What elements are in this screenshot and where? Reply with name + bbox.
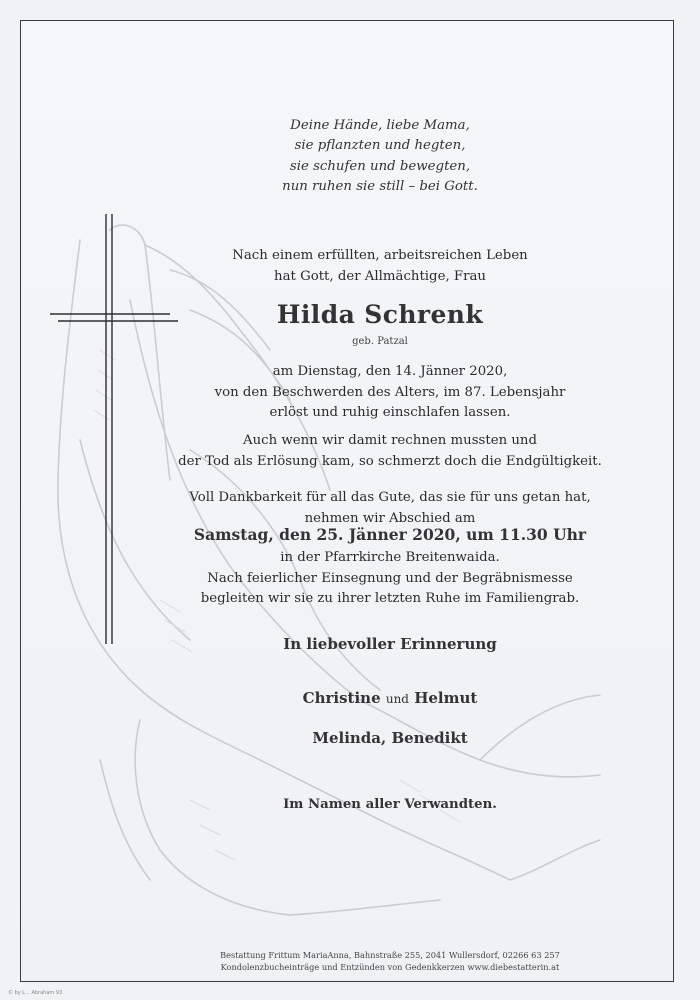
- funeral-date: Samstag, den 25. Jänner 2020, um 11.30 Uhr: [193, 525, 587, 544]
- maiden-name: geb. Patzal: [352, 336, 408, 347]
- memory-heading: In liebevoller Erinnerung: [283, 635, 497, 653]
- poem-line: nun ruhen sie still – bei Gott.: [282, 179, 478, 195]
- death-line: am Dienstag, den 14. Jänner 2020,: [272, 364, 508, 379]
- thanks-line: nehmen wir Abschied am: [304, 510, 476, 526]
- death-notice: [140, 362, 640, 424]
- poem-line: sie schufen und bewegten,: [289, 158, 471, 174]
- relatives-signature: Im Namen aller Verwandten.: [283, 797, 497, 812]
- family-second: Helmut: [414, 689, 478, 707]
- thought-text: [140, 431, 640, 472]
- family-first: Christine: [302, 689, 381, 707]
- footer-undertaker: [140, 950, 640, 973]
- footer-line: Kondolenzbucheinträge und Entzünden von Gedenkkerzen www.diebestatterin.at: [220, 961, 560, 972]
- family-grandchildren: Melinda, Benedikt: [312, 729, 468, 747]
- poem-line: Deine Hände, liebe Mama,: [290, 118, 470, 133]
- family-children: [140, 689, 640, 707]
- thanks-line: Voll Dankbarkeit für all das Gute, das sie für uns getan hat,: [189, 490, 591, 505]
- funeral-detail-line: in der Pfarrkirche Breitenwaida.: [280, 550, 500, 565]
- intro-line: hat Gott, der Allmächtige, Frau: [274, 268, 486, 284]
- family-conjunction: und: [385, 692, 409, 706]
- funeral-details: [140, 548, 640, 610]
- deceased-name: Hilda Schrenk: [276, 300, 484, 329]
- thought-line: der Tod als Erlösung kam, so schmerzt doch die Endgültigkeit.: [178, 453, 602, 469]
- funeral-detail-line: Nach feierlicher Einsegnung und der Begräbnismesse: [207, 570, 573, 586]
- poem-line: sie pflanzten und hegten,: [294, 138, 466, 154]
- funeral-detail-line: begleiten wir sie zu ihrer letzten Ruhe im Familiengrab.: [200, 591, 580, 606]
- imprint: © by L... Abraham 93: [8, 990, 63, 996]
- intro-line: Nach einem erfüllten, arbeitsreichen Leben: [232, 248, 528, 263]
- death-line: von den Beschwerden des Alters, im 87. Lebensjahr: [214, 384, 566, 400]
- poem: [150, 116, 610, 198]
- death-line: erlöst und ruhig einschlafen lassen.: [269, 405, 511, 420]
- thought-line: Auch wenn wir damit rechnen mussten und: [242, 433, 538, 448]
- footer-line: Bestattung Frittum MariaAnna, Bahnstraße 255, 2041 Wullersdorf, 02266 63 257: [220, 950, 560, 960]
- intro-text: [150, 246, 610, 287]
- thanks-text: [140, 488, 640, 529]
